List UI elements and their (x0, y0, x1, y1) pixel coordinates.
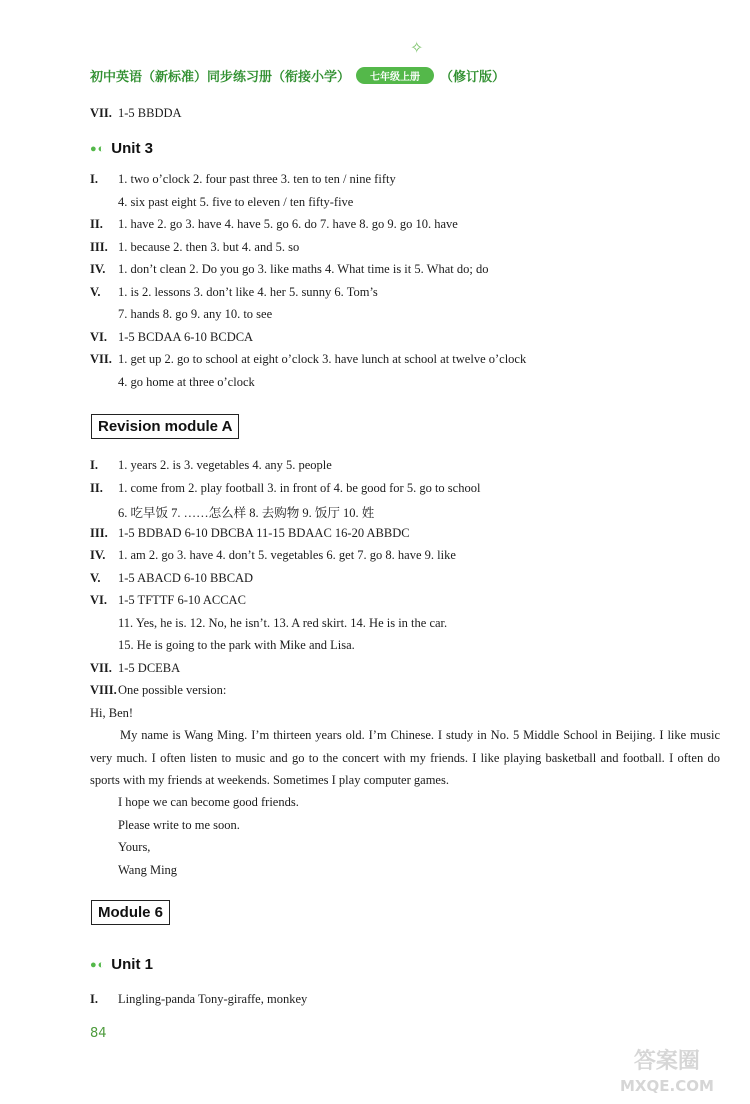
answer-line: 4. six past eight 5. five to eleven / ten fifty-five (118, 195, 354, 209)
letter-signoff: Yours, (118, 840, 151, 854)
module-6-heading: Module 6 (91, 900, 170, 925)
letter-closing: I hope we can become good friends. (118, 795, 299, 809)
answer-line: III. 1-5 BDBAD 6-10 DBCBA 11-15 BDAAC 16-20 ABBDC (90, 526, 410, 540)
answer-line: VII. 1-5 BBDDA (90, 106, 182, 120)
book-title: 初中英语（新标准）同步练习册（衔接小学） (90, 69, 351, 85)
answer-line: V. 1-5 ABACD 6-10 BBCAD (90, 571, 254, 585)
answer-line: V. 1. is 2. lessons 3. don’t like 4. her 5. sunny 6. Tom’s (90, 285, 378, 299)
answer-line: VI. 1-5 BCDAA 6-10 BCDCA (90, 330, 254, 344)
letter-signature: Wang Ming (118, 863, 178, 877)
answer-line: I. 1. years 2. is 3. vegetables 4. any 5. people (90, 458, 332, 472)
answer-line: I. 1. two o’clock 2. four past three 3. ten to ten / nine fifty (90, 172, 396, 186)
letter-closing: Please write to me soon. (118, 818, 240, 832)
answer-line: 4. go home at three o’clock (118, 375, 255, 389)
unit-1-heading: ●◐ Unit 1 (90, 956, 153, 973)
letter-body: My name is Wang Ming. I’m thirteen years old. I’m Chinese. I study in No. 5 Middle School in Beijing. I like music very much. I often listen to music and go to the concert with my friends. I like playing basketball and football. I often do sports with my friends at weekends. Sometimes I play computer games. (90, 728, 720, 787)
answer-line: 7. hands 8. go 9. any 10. to see (118, 307, 273, 321)
answer-line: III. 1. because 2. then 3. but 4. and 5. so (90, 240, 300, 254)
answer-line: I. Lingling-panda Tony-giraffe, monkey (90, 992, 308, 1006)
answer-line: VII. 1. get up 2. go to school at eight o’clock 3. have lunch at school at twelve o’clock (90, 352, 527, 366)
edition-label: （修订版） (440, 69, 506, 85)
answer-line: VIII.One possible version: (90, 683, 227, 697)
answer-line: VI. 1-5 TFTTF 6-10 ACCAC (90, 593, 246, 607)
watermark-logo: 答案圈 MXQE.COM (620, 1049, 714, 1095)
unit-3-heading: ●◐ Unit 3 (90, 140, 153, 157)
answer-line: 15. He is going to the park with Mike and Lisa. (118, 638, 355, 652)
revision-module-heading: Revision module A (91, 414, 239, 439)
grade-badge: 七年级上册 (356, 67, 434, 84)
answer-line: 6. 吃早饭 7. ……怎么样 8. 去购物 9. 饭厅 10. 姓 (118, 506, 375, 520)
answer-line: IV. 1. am 2. go 3. have 4. don’t 5. vegetables 6. get 7. go 8. have 9. like (90, 548, 456, 562)
letter-greeting: Hi, Ben! (90, 706, 134, 720)
page-number: 84 (90, 1026, 107, 1041)
sparkle-icon: ✧ (410, 38, 424, 57)
answer-line: 11. Yes, he is. 12. No, he isn’t. 13. A red skirt. 14. He is in the car. (118, 616, 448, 630)
answer-line: II. 1. have 2. go 3. have 4. have 5. go 6. do 7. have 8. go 9. go 10. have (90, 217, 458, 231)
answer-line: IV. 1. don’t clean 2. Do you go 3. like maths 4. What time is it 5. What do; do (90, 262, 489, 276)
page-header (90, 38, 506, 86)
bullet-icon: ●◐ (90, 958, 106, 971)
bullet-icon: ●◐ (90, 142, 106, 155)
answer-line: II. 1. come from 2. play football 3. in front of 4. be good for 5. go to school (90, 481, 481, 495)
answer-line: VII. 1-5 DCEBA (90, 661, 181, 675)
